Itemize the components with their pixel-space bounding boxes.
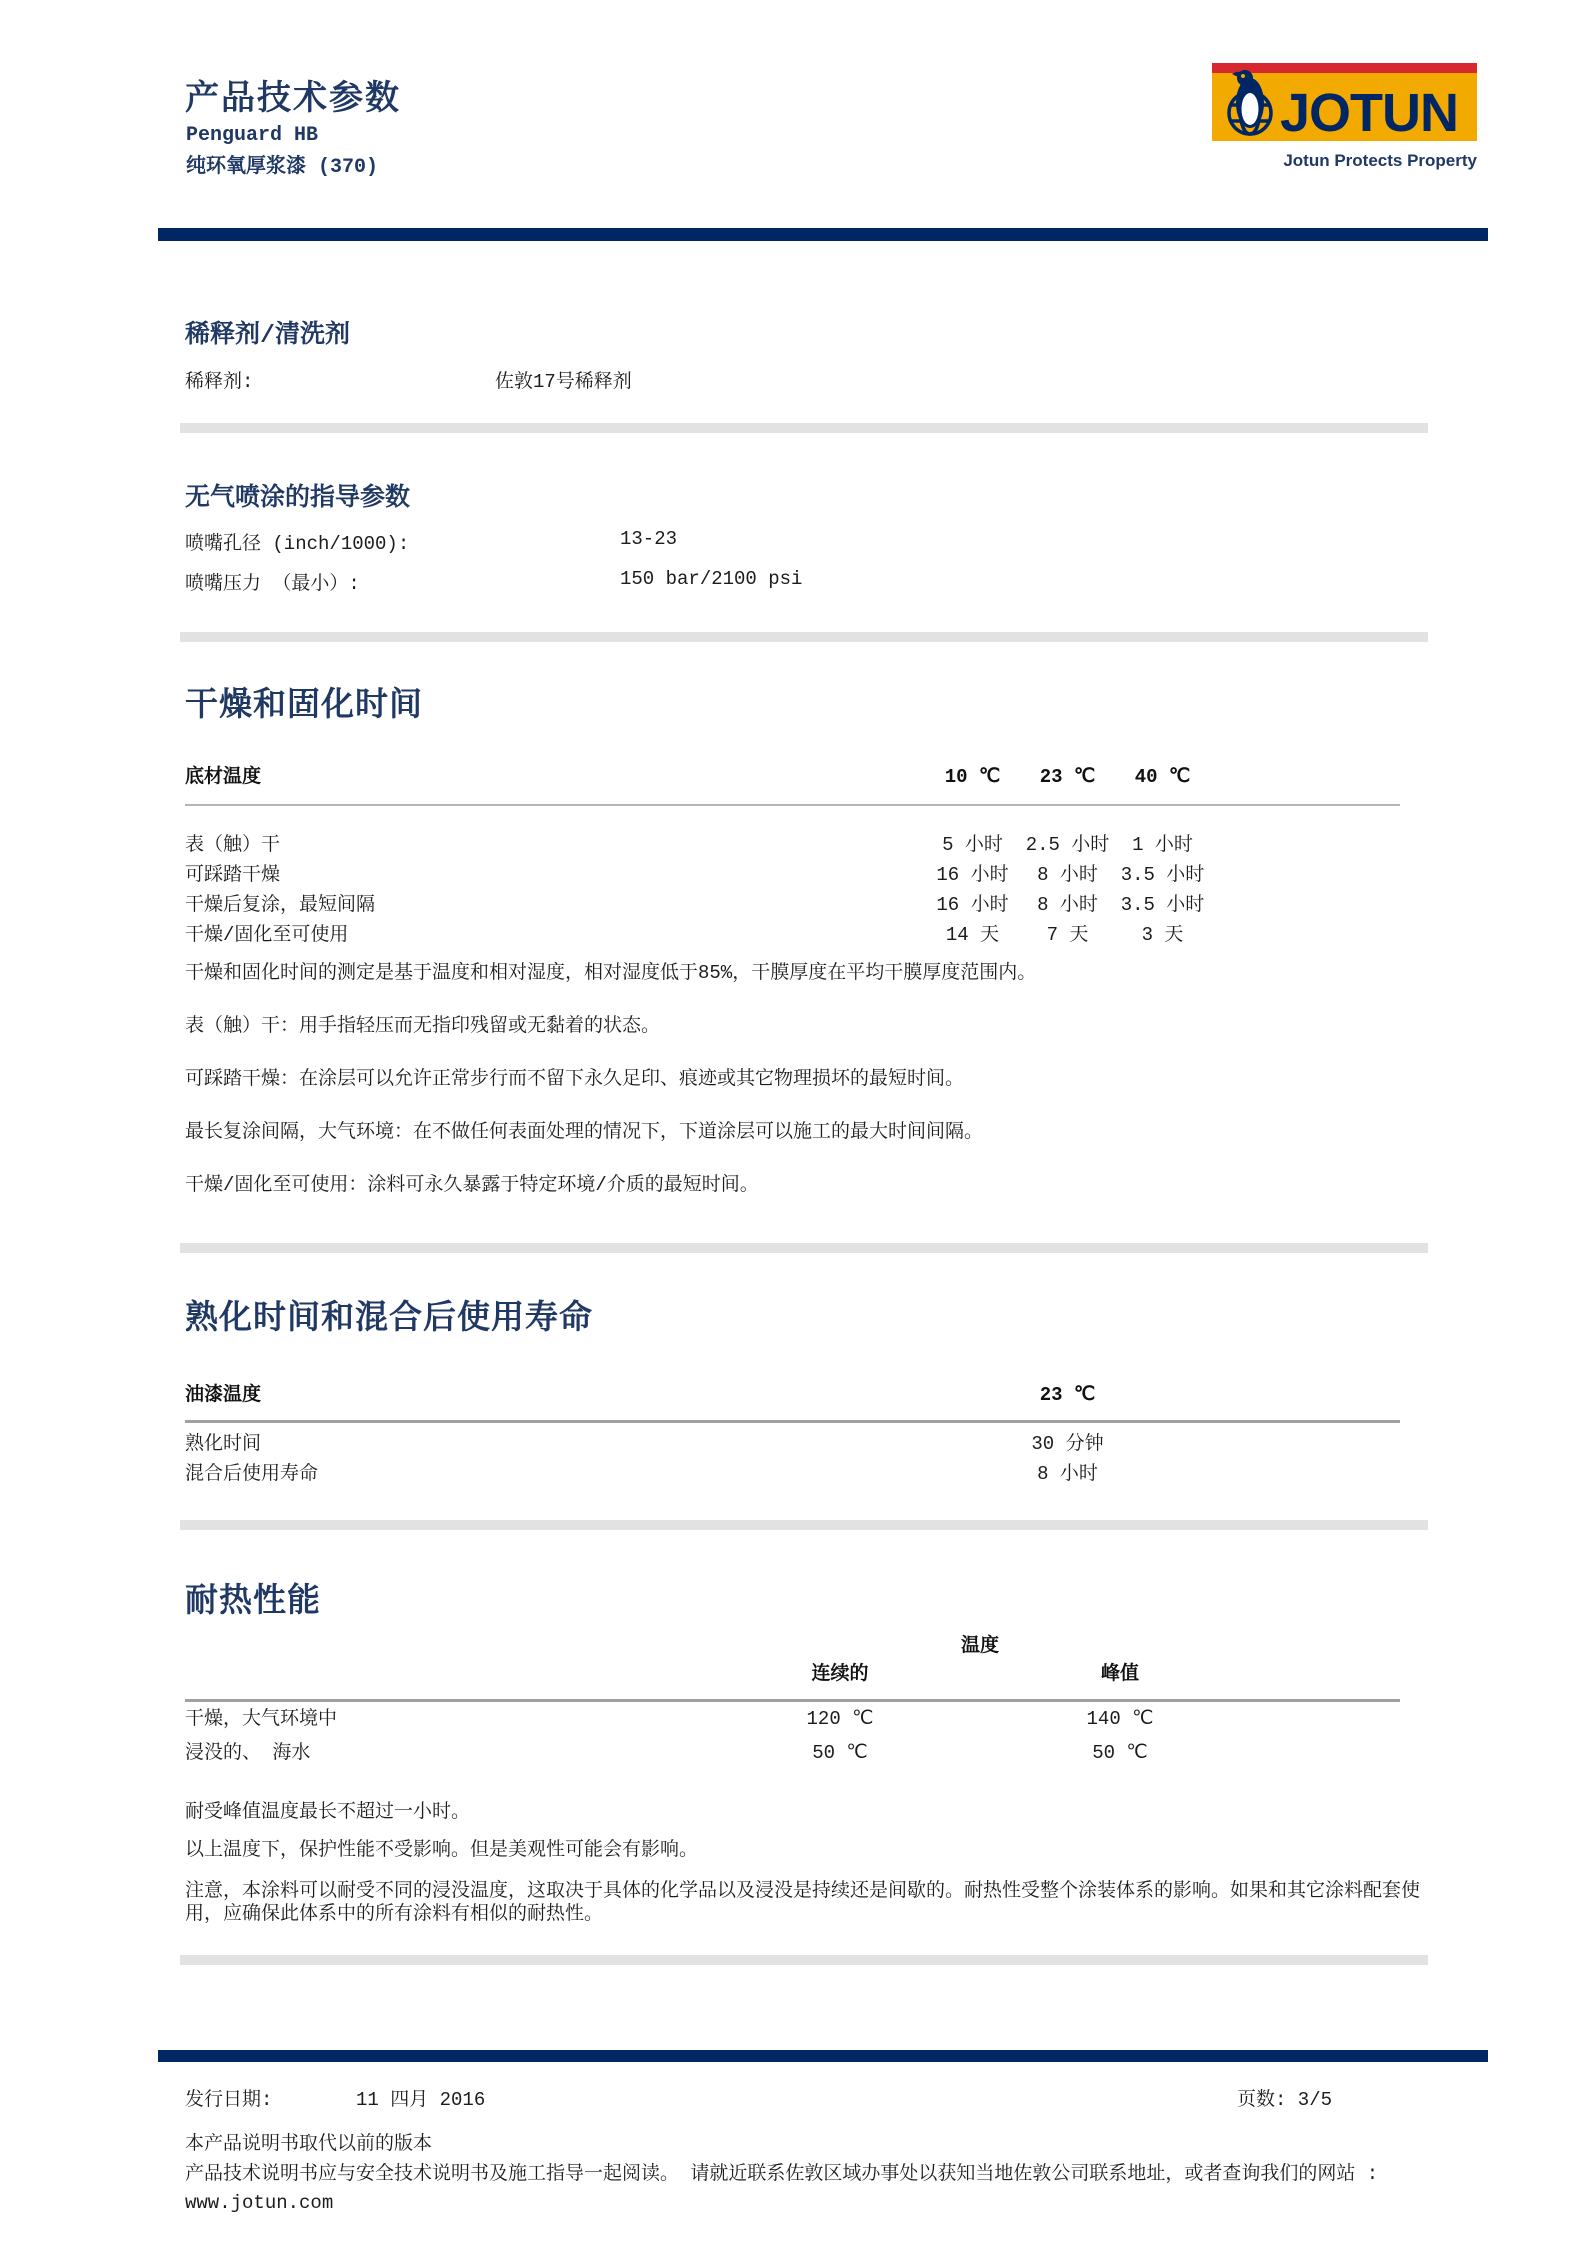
note: 注意，本涂料可以耐受不同的浸没温度，这取决于具体的化学品以及浸没是持续还是间歇的。耐热性受整个涂装体系的影响。如果和其它涂料配套使用，应确保此体系中的所有涂料有相似的耐热性。 (185, 1880, 1421, 1925)
website-link: www.jotun.com (185, 2192, 334, 2214)
table-rule (185, 1699, 1400, 1702)
table-rule (185, 804, 1400, 806)
drying-table-header (185, 762, 1400, 792)
thinner-row-value: 佐敦17号稀释剂 (495, 371, 632, 393)
airless-row-label: 喷嘴压力 （最小）: (185, 573, 360, 595)
section-heading-airless: 无气喷涂的指导参数 (185, 484, 411, 513)
heat-col-peak: 峰值 (1100, 1663, 1139, 1685)
heat-col-headers (185, 1659, 1400, 1689)
note: 干燥和固化时间的测定是基于温度和相对湿度，相对湿度低于85%，干膜厚度在平均干膜厚度范围内。 (185, 962, 1037, 984)
heat-table (185, 1630, 1400, 1768)
table-row: 混合后使用寿命 8 小时 (185, 1463, 1098, 1485)
section-heading-heat: 耐热性能 (185, 1584, 321, 1621)
potlife-table-header (185, 1380, 1400, 1410)
heat-temp-label: 温度 (960, 1635, 999, 1657)
potlife-table (185, 1380, 1400, 1489)
drying-col-10c: 10 ℃ (944, 766, 1001, 788)
drying-table (185, 762, 1400, 950)
header-divider-bar (158, 228, 1488, 241)
table-row: 干燥后复涂，最短间隔 16 小时 8 小时 3.5 小时 (185, 894, 1205, 916)
footer-disclaimer-1: 本产品说明书取代以前的版本 (185, 2133, 433, 2155)
drying-col-23c: 23 ℃ (1039, 766, 1096, 788)
footer-divider-bar (158, 2050, 1488, 2062)
table-row: 表（触）干 5 小时 2.5 小时 1 小时 (185, 834, 1193, 856)
table-rule (185, 1420, 1400, 1423)
note: 最长复涂间隔，大气环境：在不做任何表面处理的情况下，下道涂层可以施工的最大时间间隔。 (185, 1121, 984, 1143)
product-name: Penguard HB (186, 124, 319, 147)
section-separator (180, 423, 1428, 433)
airless-row-value: 13-23 (620, 528, 678, 550)
potlife-col-23c: 23 ℃ (1039, 1384, 1096, 1406)
table-row: 熟化时间 30 分钟 (185, 1433, 1104, 1455)
jotun-logo (1212, 63, 1477, 141)
table-row: 可踩踏干燥 16 小时 8 小时 3.5 小时 (185, 864, 1205, 886)
airless-row-label: 喷嘴孔径 (inch/1000): (185, 533, 410, 555)
note: 可踩踏干燥：在涂层可以允许正常步行而不留下永久足印、痕迹或其它物理损坏的最短时间。 (185, 1068, 965, 1090)
issue-date-label: 发行日期: (185, 2089, 273, 2111)
drying-notes (185, 963, 1455, 1228)
heat-group-header (185, 1630, 1400, 1657)
footer-disclaimer-2: 产品技术说明书应与安全技术说明书及施工指导一起阅读。 请就近联系佐敦区域办事处以获知当地佐敦公司联系地址，或者查询我们的网站 : (185, 2163, 1379, 2185)
product-subtitle: 纯环氧厚浆漆 (370) (186, 156, 379, 179)
section-separator (180, 1520, 1428, 1530)
potlife-header-label: 油漆温度 (185, 1384, 262, 1406)
brand-tagline: Jotun Protects Property (1283, 151, 1477, 170)
heat-notes (185, 1802, 1455, 1959)
issue-date-value: 11 四月 2016 (356, 2089, 486, 2111)
drying-col-40c: 40 ℃ (1134, 766, 1191, 788)
svg-text:JOTUN: JOTUN (1280, 83, 1459, 141)
note: 干燥/固化至可使用：涂料可永久暴露于特定环境/介质的最短时间。 (185, 1174, 759, 1196)
note: 耐受峰值温度最长不超过一小时。 (185, 1801, 471, 1823)
penguin-globe-icon (1212, 63, 1477, 141)
section-heading-potlife: 熟化时间和混合后使用寿命 (185, 1301, 593, 1338)
note: 以上温度下，保护性能不受影响。但是美观性可能会有影响。 (185, 1839, 699, 1861)
note: 表（触）干：用手指轻压而无指印残留或无黏着的状态。 (185, 1015, 661, 1037)
section-heading-drying: 干燥和固化时间 (185, 688, 423, 725)
thinner-row-label: 稀释剂: (185, 371, 254, 393)
airless-row-value: 150 bar/2100 psi (620, 568, 803, 590)
table-row: 干燥/固化至可使用 14 天 7 天 3 天 (185, 924, 1184, 946)
drying-header-label: 底材温度 (185, 766, 262, 788)
section-separator (180, 1955, 1428, 1965)
table-row: 干燥，大气环境中 120 ℃ 140 ℃ (185, 1708, 1154, 1730)
section-heading-thinner: 稀释剂/清洗剂 (185, 321, 351, 350)
section-separator (180, 1243, 1428, 1253)
section-separator (180, 632, 1428, 642)
heat-col-continuous: 连续的 (811, 1663, 869, 1685)
page-title: 产品技术参数 (185, 82, 401, 120)
table-row: 浸没的、 海水 50 ℃ 50 ℃ (185, 1742, 1148, 1764)
page-number: 页数: 3/5 (1237, 2089, 1333, 2111)
